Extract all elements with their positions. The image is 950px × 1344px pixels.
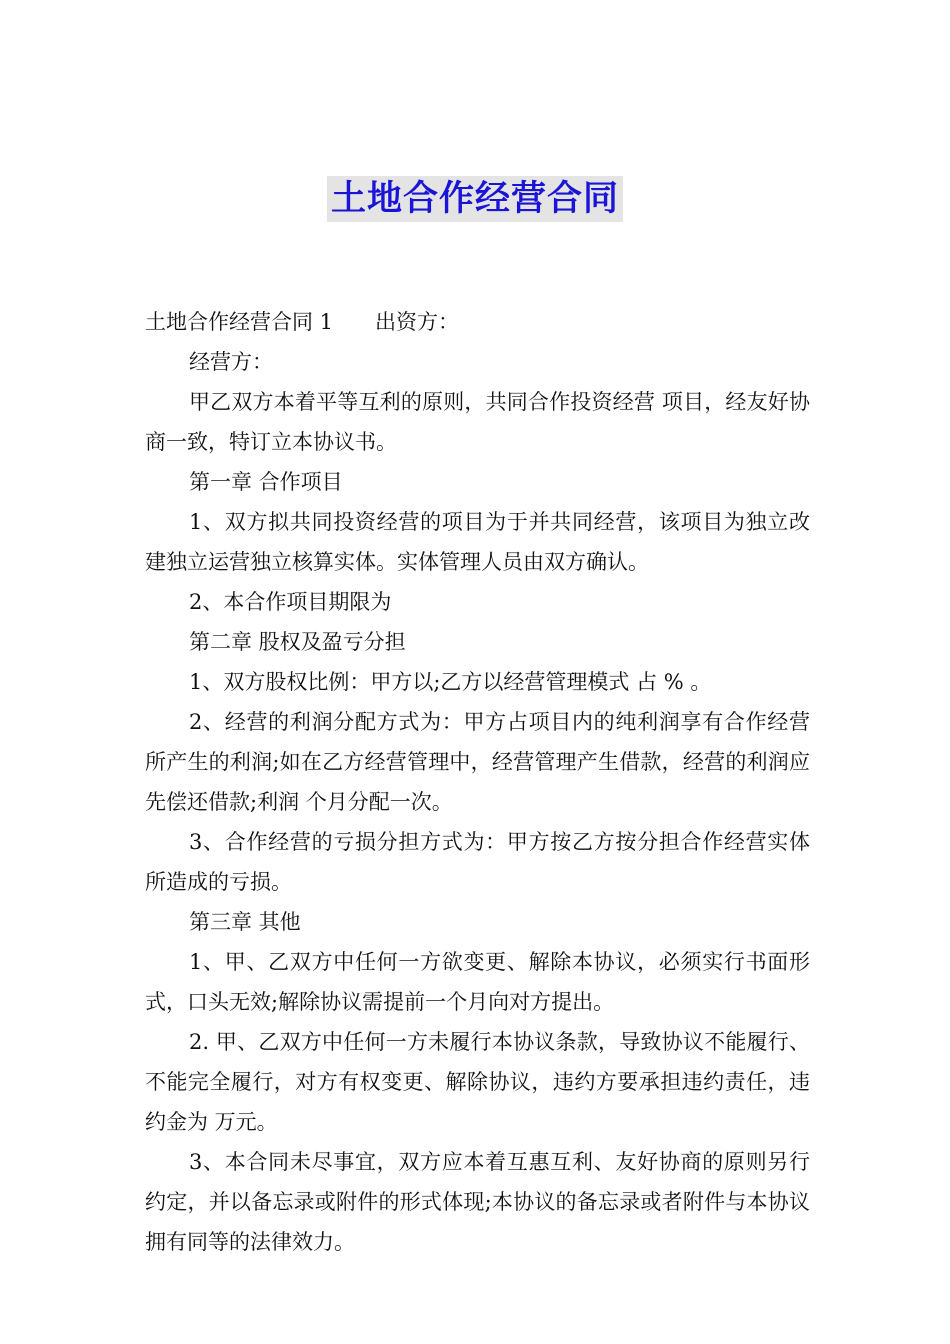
chapter-3-heading: 第三章 其他	[189, 910, 301, 934]
document-body	[145, 302, 810, 1262]
chapter-2-clause-1: 1、双方股权比例：甲方以;乙方以经营管理模式 占 % 。	[189, 670, 712, 694]
contract-subtitle: 土地合作经营合同 1	[145, 310, 334, 334]
chapter-2-heading: 第二章 股权及盈亏分担	[189, 630, 406, 654]
chapter-3-clause-1: 1、甲、乙双方中任何一方欲变更、解除本协议，必须实行书面形式，口头无效;解除协议需提前一个月向对方提出。	[145, 950, 810, 1014]
chapter-3-clause-3: 3、本合同未尽事宜，双方应本着互惠互利、友好协商的原则另行约定，并以备忘录或附件的形式体现;本协议的备忘录或者附件与本协议拥有同等的法律效力。	[145, 1150, 810, 1254]
chapter-3-clause-2: 2. 甲、乙双方中任何一方未履行本协议条款，导致协议不能履行、不能完全履行，对方有权变更、解除协议，违约方要承担违约责任，违约金为 万元。	[145, 1030, 810, 1134]
chapter-1-clause-2: 2、本合作项目期限为	[189, 590, 392, 614]
chapter-2-clause-2: 2、经营的利润分配方式为：甲方占项目内的纯利润享有合作经营所产生的利润;如在乙方经营管理中，经营管理产生借款，经营的利润应先偿还借款;利润 个月分配一次。	[145, 710, 810, 814]
paragraph-heading-line	[145, 302, 810, 342]
investor-label: 出资方：	[375, 310, 460, 334]
preamble-paragraph: 甲乙双方本着平等互利的原则，共同合作投资经营 项目，经友好协商一致，特订立本协议书。	[145, 390, 810, 454]
chapter-2-clause-3: 3、合作经营的亏损分担方式为：甲方按乙方按分担合作经营实体所造成的亏损。	[145, 830, 810, 894]
document-title: 土地合作经营合同	[327, 176, 623, 222]
title-container	[0, 176, 950, 222]
chapter-1-clause-1: 1、双方拟共同投资经营的项目为于并共同经营，该项目为独立改建独立运营独立核算实体。实体管理人员由双方确认。	[145, 510, 810, 574]
operator-label: 经营方：	[189, 350, 273, 374]
chapter-1-heading: 第一章 合作项目	[189, 470, 343, 494]
